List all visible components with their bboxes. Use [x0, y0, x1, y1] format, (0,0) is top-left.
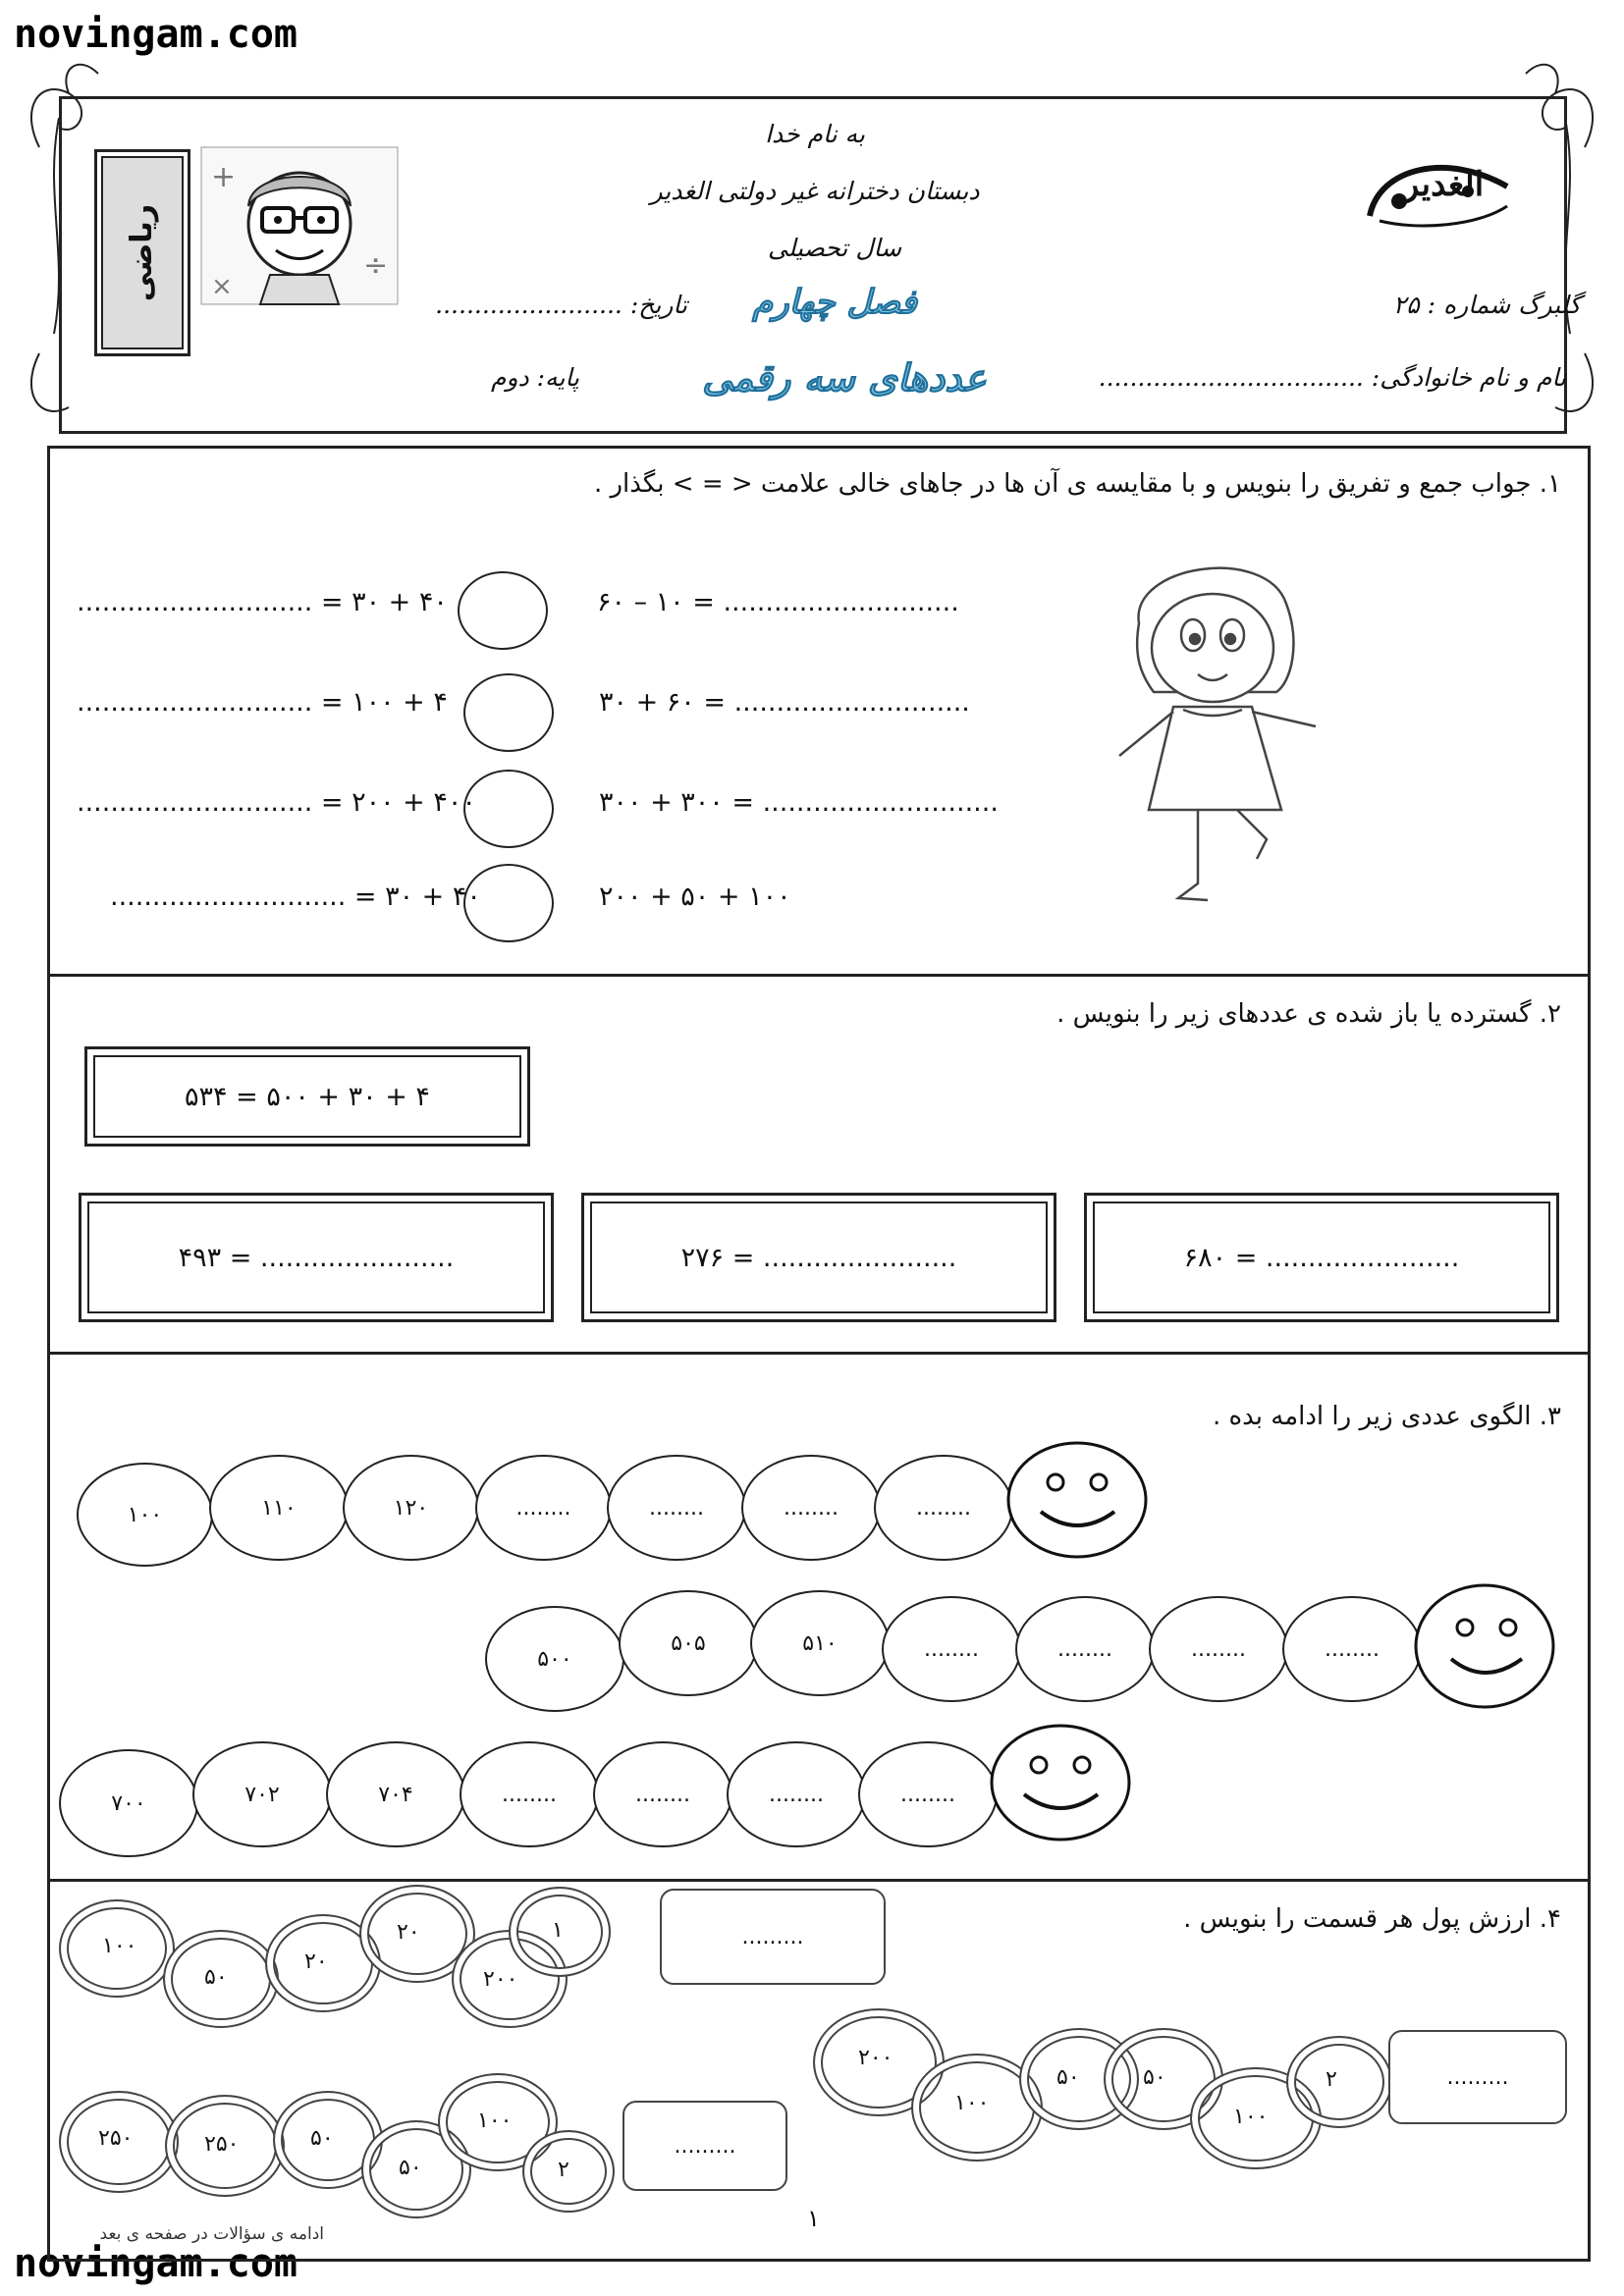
divider-q1-q2	[47, 974, 1589, 977]
q3-row2-bead-1: ۵۰۰	[485, 1606, 624, 1712]
q3-row3-bead-2: ۷۰۲	[192, 1741, 332, 1847]
header-school-name: دبستان دخترانه غیر دولتی الغدیر	[650, 177, 980, 205]
q4-g2-coin-5-label: ۱۰۰	[477, 2109, 513, 2133]
header-grade: پایه: دوم	[491, 363, 579, 392]
q2-item-493-box[interactable]	[79, 1193, 554, 1322]
q2-item-680: ۶۸۰ = .......................	[1093, 1201, 1550, 1313]
q1-row1-right: ۶۰ – ۱۰ = ............................	[597, 587, 959, 617]
q2-item-276-box[interactable]	[581, 1193, 1056, 1322]
watermark-bottom: novingam.com	[14, 2241, 298, 2286]
q4-g3-coin-2-label: ۱۰۰	[954, 2091, 990, 2115]
header-academic-year: سال تحصیلی	[767, 234, 902, 262]
q3-row3-bead-6[interactable]: ........	[727, 1741, 866, 1847]
divider-q2-q3	[47, 1352, 1589, 1355]
q3-row1-bead-3: ۱۲۰	[343, 1455, 479, 1561]
q3-row1-bead-1: ۱۰۰	[77, 1463, 213, 1567]
q3-row3-bead-4[interactable]: ........	[460, 1741, 599, 1847]
q4-g1-coin-1-label: ۱۰۰	[102, 1934, 137, 1958]
q1-row1-compare-circle[interactable]	[458, 571, 548, 650]
q4-g2-coin-2-label: ۲۵۰	[204, 2132, 240, 2157]
q2-item-276: ۲۷۶ = .......................	[590, 1201, 1048, 1313]
q1-row3-left: ............................ = ۲۰۰ + ۴۰۰	[77, 787, 476, 818]
q4-g3-coin-6	[1286, 2036, 1392, 2128]
q2-item-680-box[interactable]	[1084, 1193, 1559, 1322]
header-sheet-number: گلبرگ شماره : ۲۵	[1392, 291, 1581, 319]
header-topic: عددهای سه رقمی	[702, 355, 987, 400]
q1-row2-left: ............................ = ۱۰۰ + ۴	[77, 687, 448, 718]
q3-title: ۳. الگوی عددی زیر را ادامه بده .	[1212, 1402, 1561, 1431]
q4-g3-coin-4-label: ۵۰	[1143, 2065, 1166, 2090]
q4-g2-coin-3-label: ۵۰	[310, 2126, 334, 2151]
q2-item-493: ۴۹۳ = .......................	[87, 1201, 545, 1313]
svg-text:×: ×	[211, 272, 233, 301]
q4-g2-coin-6-label: ۲	[558, 2158, 569, 2182]
q1-title: ۱. جواب جمع و تفریق را بنویس و با مقایسه ی آن ها در جاهای خالی علامت < = > بگذار .	[593, 469, 1561, 499]
q4-g1-coin-5-label: ۲۰۰	[483, 1967, 518, 1992]
header-date-field: تاریخ: ........................	[435, 291, 687, 319]
q4-g1-coin-2-label: ۵۰	[204, 1965, 228, 1990]
q4-g3-coin-3-label: ۵۰	[1056, 2065, 1080, 2090]
q4-title: ۴. ارزش پول هر قسمت را بنویس .	[1183, 1904, 1561, 1934]
header-chapter: فصل چهارم	[752, 283, 917, 322]
q3-row3-bead-3: ۷۰۴	[326, 1741, 465, 1847]
q1-row2-right: ۳۰ + ۶۰ = ............................	[599, 687, 970, 718]
q1-row4-compare-circle[interactable]	[463, 864, 554, 942]
q1-row3-right: ۳۰۰ + ۳۰۰ = ............................	[599, 787, 999, 818]
q3-row2-bead-6[interactable]: ........	[1149, 1596, 1288, 1702]
q1-row4-left: ............................ = ۳۰ + ۴۰	[110, 881, 481, 912]
q3-row3-bead-5[interactable]: ........	[593, 1741, 732, 1847]
q4-g2-coin-1-label: ۲۵۰	[98, 2126, 134, 2151]
q4-g3-answer-box[interactable]: .........	[1388, 2030, 1567, 2124]
q3-row1-bead-7[interactable]: ........	[874, 1455, 1013, 1561]
q4-g3-coin-1-label: ۲۰۰	[858, 2046, 893, 2070]
svg-text:÷: ÷	[363, 248, 389, 283]
q2-title: ۲. گسترده یا باز شده ی عددهای زیر را بنویس .	[1056, 999, 1561, 1029]
q3-row1-bead-6[interactable]: ........	[741, 1455, 881, 1561]
header-student-name-field: نام و نام خانوادگی: ..................................	[1098, 363, 1566, 392]
header-bismillah: به نام خدا	[765, 120, 865, 148]
q3-row2-smiley-icon	[1414, 1582, 1556, 1710]
q1-row4-right: ۲۰۰ + ۵۰ + ۱۰۰	[599, 881, 791, 912]
page-number: ۱	[807, 2205, 820, 2232]
q3-row1-smiley-icon	[1006, 1441, 1149, 1559]
q4-g1-answer-box[interactable]: .........	[660, 1889, 886, 1985]
q4-g1-coin-6-label: ۱	[552, 1918, 564, 1943]
q3-row3-smiley-icon	[990, 1724, 1132, 1842]
q3-row3-bead-7[interactable]: ........	[858, 1741, 998, 1847]
q3-row3-bead-1: ۷۰۰	[59, 1749, 198, 1857]
q3-row2-bead-7[interactable]: ........	[1282, 1596, 1422, 1702]
q1-row3-compare-circle[interactable]	[463, 770, 554, 848]
q3-row2-bead-2: ۵۰۵	[619, 1590, 758, 1696]
q4-g2-answer-box[interactable]: .........	[623, 2101, 787, 2191]
q1-row2-compare-circle[interactable]	[463, 673, 554, 752]
q2-example: ۵۳۴ = ۵۰۰ + ۳۰ + ۴	[93, 1055, 521, 1138]
q4-g3-coin-6-label: ۲	[1326, 2067, 1337, 2092]
q3-row1-bead-2: ۱۱۰	[209, 1455, 349, 1561]
subject-label: ریاضی	[125, 203, 160, 302]
q3-row2-bead-3: ۵۱۰	[750, 1590, 890, 1696]
boy-cartoon-illustration	[201, 147, 398, 304]
q3-row2-bead-4[interactable]: ........	[882, 1596, 1021, 1702]
q4-g2-coin-4-label: ۵۰	[399, 2156, 422, 2180]
q1-row1-left: ............................ = ۳۰ + ۴۰	[77, 587, 448, 617]
q3-row1-bead-4[interactable]: ........	[475, 1455, 612, 1561]
q2-example-box	[84, 1046, 530, 1147]
school-logo-text: الغدیر	[1402, 165, 1485, 204]
watermark-top: novingam.com	[14, 12, 298, 57]
svg-text:+: +	[211, 160, 237, 194]
footer-continue-note: ادامه ی سؤالات در صفحه ی بعد	[99, 2224, 324, 2244]
q4-g1-coin-3-label: ۲۰	[304, 1949, 328, 1974]
divider-q3-q4	[47, 1879, 1589, 1882]
q4-g3-coin-5-label: ۱۰۰	[1233, 2105, 1269, 2129]
q4-g1-coin-4-label: ۲۰	[397, 1920, 420, 1945]
q3-row1-bead-5[interactable]: ........	[607, 1455, 746, 1561]
girl-cartoon-illustration	[1100, 545, 1335, 918]
q3-row2-bead-5[interactable]: ........	[1015, 1596, 1155, 1702]
subject-box	[94, 149, 190, 356]
